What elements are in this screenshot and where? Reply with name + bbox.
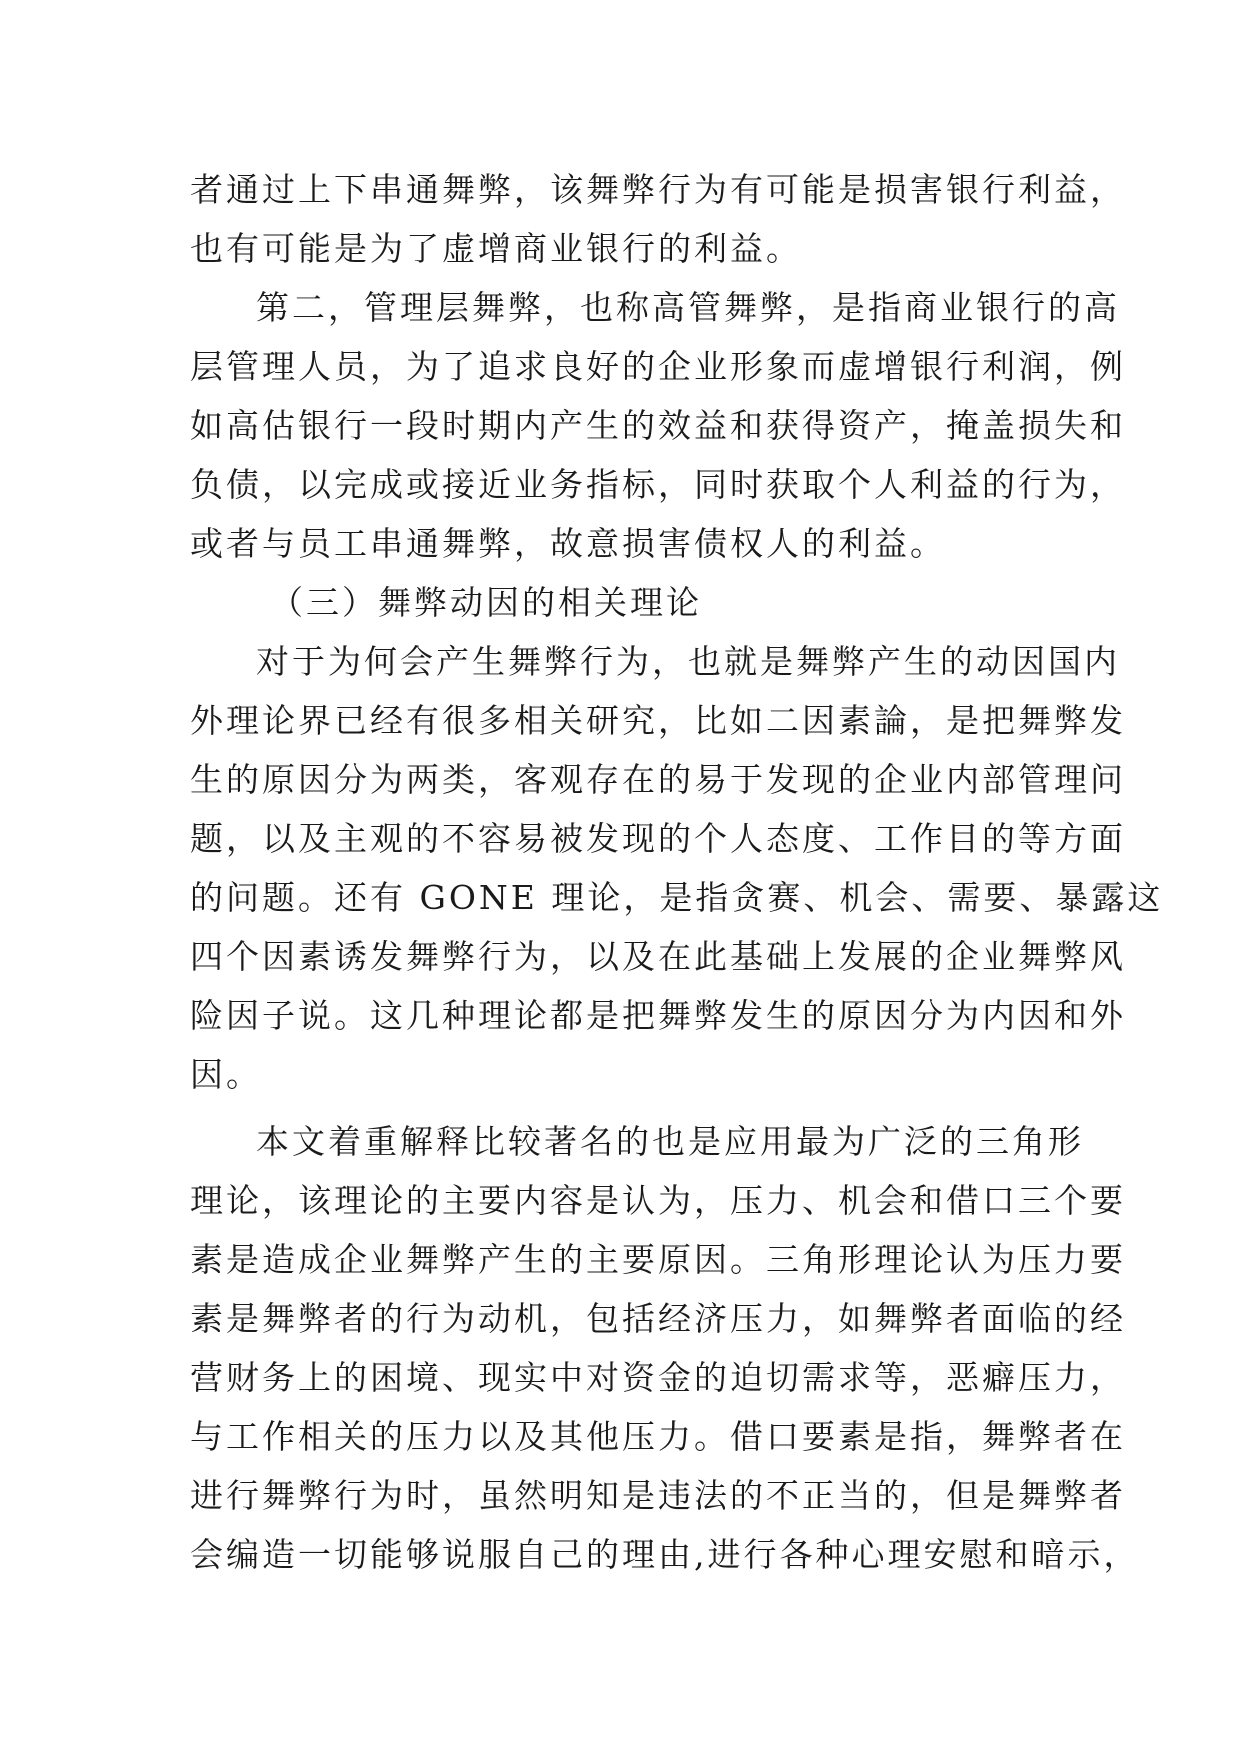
- text-line: 素是舞弊者的行为动机，包括经济压力，如舞弊者面临的经: [190, 1299, 1126, 1338]
- text-line: 的问题。还有 GONE 理论，是指贪赛、机会、需要、暴露这: [190, 878, 1164, 917]
- text-line: 素是造成企业舞弊产生的主要原因。三角形理论认为压力要: [190, 1240, 1126, 1279]
- paragraph-start-line: 第二，管理层舞弊，也称高管舞弊，是指商业银行的高: [256, 288, 1120, 327]
- document-body: [190, 160, 1164, 1584]
- text-line: 营财务上的困境、现实中对资金的迫切需求等，恶癖压力，: [190, 1358, 1126, 1397]
- section-heading: （三）舞弊动因的相关理论: [270, 583, 702, 622]
- text-line: 四个因素诱发舞弊行为，以及在此基础上发展的企业舞弊风: [190, 937, 1126, 976]
- text-line: 险因子说。这几种理论都是把舞弊发生的原因分为内因和外: [190, 996, 1126, 1035]
- text-line: 题，以及主观的不容易被发现的个人态度、工作目的等方面: [190, 819, 1126, 858]
- text-line: 者通过上下串通舞弊，该舞弊行为有可能是损害银行利益，: [190, 170, 1126, 209]
- text-line: 生的原因分为两类，客观存在的易于发现的企业内部管理问: [190, 760, 1126, 799]
- text-line: 层管理人员，为了追求良好的企业形象而虚增银行利润，例: [190, 347, 1126, 386]
- text-line: 如高估银行一段时期内产生的效益和获得资产，掩盖损失和: [190, 406, 1126, 445]
- paragraph-start-line: 对于为何会产生舞弊行为，也就是舞弊产生的动因国内: [256, 642, 1120, 681]
- text-line: 进行舞弊行为时，虽然明知是违法的不正当的，但是舞弊者: [190, 1476, 1126, 1515]
- text-line: 因。: [190, 1055, 262, 1094]
- text-line: 与工作相关的压力以及其他压力。借口要素是指，舞弊者在: [190, 1417, 1126, 1456]
- text-line: 也有可能是为了虚增商业银行的利益。: [190, 229, 802, 268]
- text-line: 外理论界已经有很多相关研究，比如二因素論，是把舞弊发: [190, 701, 1126, 740]
- text-line: 会编造一切能够说服自己的理由,进行各种心理安慰和暗示，: [190, 1535, 1140, 1574]
- text-line: 或者与员工串通舞弊，故意损害债权人的利益。: [190, 524, 946, 563]
- text-line: 理论，该理论的主要内容是认为，压力、机会和借口三个要: [190, 1181, 1126, 1220]
- paragraph-start-line: 本文着重解释比较著名的也是应用最为广泛的三角形: [256, 1122, 1084, 1161]
- text-line: 负债，以完成或接近业务指标，同时获取个人利益的行为，: [190, 465, 1126, 504]
